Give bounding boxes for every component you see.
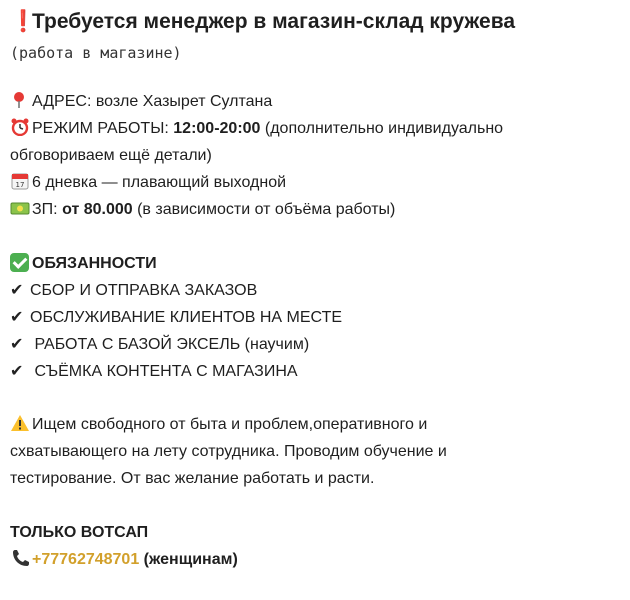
exclamation-icon: ❗ — [10, 10, 37, 33]
note-section — [10, 411, 622, 492]
note-line: Ищем свободного от быта и проблем,оперативного и — [10, 411, 622, 438]
duty-item: ✔ СЪЁМКА КОНТЕНТА С МАГАЗИНА — [10, 358, 622, 385]
pin-icon — [10, 91, 30, 109]
duty-item: ✔ СБОР И ОТПРАВКА ЗАКАЗОВ — [10, 277, 622, 304]
info-section — [10, 88, 622, 223]
alarm-clock-icon — [10, 118, 30, 136]
contact-section — [10, 519, 622, 573]
warning-icon — [10, 414, 30, 432]
check-box-icon — [10, 253, 29, 272]
days-line: 17 6 дневка — плавающий выходной — [10, 169, 622, 196]
duties-header: ОБЯЗАННОСТИ — [10, 250, 622, 277]
schedule-note-line: обговориваем ещё детали) — [10, 147, 212, 164]
contact-line: +77762748701 (женщинам) — [10, 546, 622, 573]
svg-text:17: 17 — [15, 181, 25, 189]
post-subtitle: (работа в магазине) — [10, 44, 182, 62]
check-mark-icon: ✔ — [10, 282, 24, 299]
check-mark-icon: ✔ — [10, 309, 24, 326]
phone-link[interactable]: +77762748701 — [32, 551, 140, 568]
duties-section — [10, 250, 622, 385]
duty-item: ✔ РАБОТА С БАЗОЙ ЭКСЕЛЬ (научим) — [10, 331, 622, 358]
post-title: ❗Требуется менеджер в магазин-склад кружева — [10, 8, 625, 36]
money-icon — [10, 199, 30, 217]
duty-item: ✔ ОБСЛУЖИВАНИЕ КЛИЕНТОВ НА МЕСТЕ — [10, 304, 622, 331]
phone-icon — [10, 549, 30, 567]
salary-line: ЗП: от 80.000 (в зависимости от объёма работы) — [10, 196, 622, 223]
note-line: схватывающего на лету сотрудника. Проводим обучение и — [10, 443, 447, 460]
check-mark-icon: ✔ — [10, 336, 24, 353]
note-line: тестирование. От вас желание работать и расти. — [10, 470, 375, 487]
schedule-line: РЕЖИМ РАБОТЫ: 12:00-20:00 (дополнительно индивидуально — [10, 115, 622, 142]
contact-header: ТОЛЬКО ВОТСАП — [10, 524, 149, 541]
calendar-icon — [10, 172, 30, 190]
check-mark-icon: ✔ — [10, 363, 24, 380]
address-line: АДРЕС: возле Хазырет Султана — [10, 88, 622, 115]
